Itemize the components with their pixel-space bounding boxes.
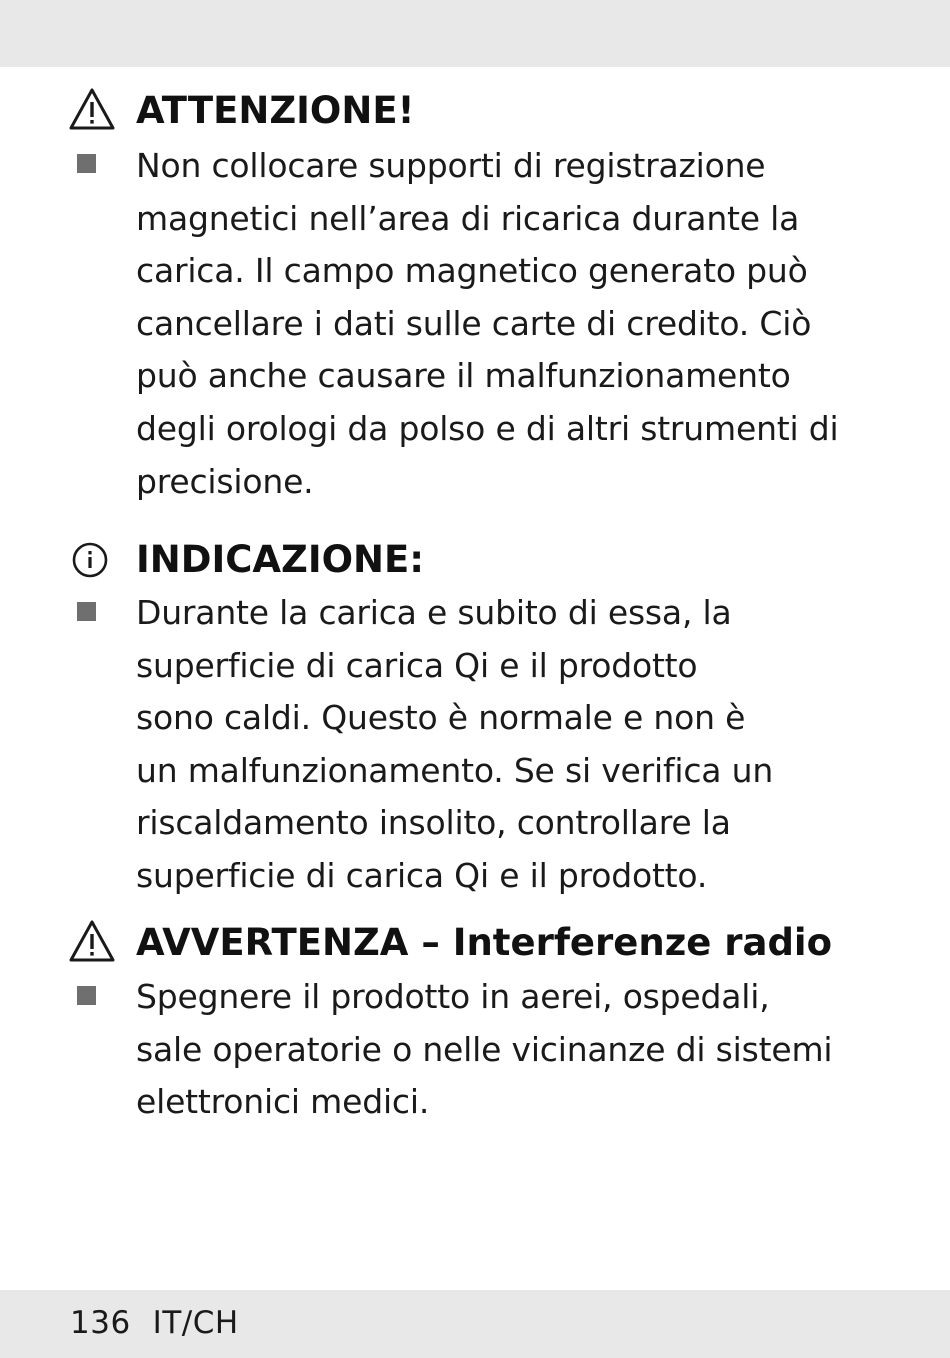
text-line: magnetici nell’area di ricarica durante la xyxy=(136,198,800,238)
text-line: degli orologi da polso e di altri strumenti di xyxy=(136,408,839,448)
text-line: superficie di carica Qi e il prodotto. xyxy=(136,855,708,895)
text-line: carica. Il campo magnetico generato può xyxy=(136,251,808,291)
text-line: superficie di carica Qi e il prodotto xyxy=(136,645,698,685)
text-line: sono caldi. Questo è normale e non è xyxy=(136,698,746,738)
text-line: può anche causare il malfunzionamento xyxy=(136,356,791,396)
text-line: Non collocare supporti di registrazione xyxy=(136,146,766,185)
section-title-attention: ATTENZIONE! xyxy=(136,89,415,132)
bullet-square xyxy=(77,602,96,621)
page-number: 136 xyxy=(70,1305,131,1341)
warning-triangle-icon xyxy=(68,86,116,134)
bullet-square xyxy=(77,154,96,173)
text-line: Spegnere il prodotto in aerei, ospedali, xyxy=(136,977,770,1016)
text-line: Durante la carica e subito di essa, la xyxy=(136,593,732,632)
text-line: elettronici medici. xyxy=(136,1082,430,1122)
info-circle-icon xyxy=(66,536,114,584)
warning-triangle-icon xyxy=(68,918,116,966)
bullet-square xyxy=(77,986,96,1005)
section-text-warning xyxy=(136,971,896,1129)
page-footer xyxy=(70,1303,239,1343)
header-band xyxy=(0,0,950,67)
language-code: IT/CH xyxy=(152,1305,239,1341)
text-line: sale operatorie o nelle vicinanze di sistemi xyxy=(136,1029,833,1069)
text-line: cancellare i dati sulle carte di credito. Ciò xyxy=(136,303,812,343)
text-line: un malfunzionamento. Se si verifica un xyxy=(136,750,774,790)
text-line: precisione. xyxy=(136,461,314,501)
section-text-note xyxy=(136,587,896,903)
text-line: riscaldamento insolito, controllare la xyxy=(136,803,731,843)
section-title-warning: AVVERTENZA – Interferenze radio xyxy=(136,921,833,964)
section-text-attention xyxy=(136,140,896,508)
section-title-note: INDICAZIONE: xyxy=(136,538,425,581)
